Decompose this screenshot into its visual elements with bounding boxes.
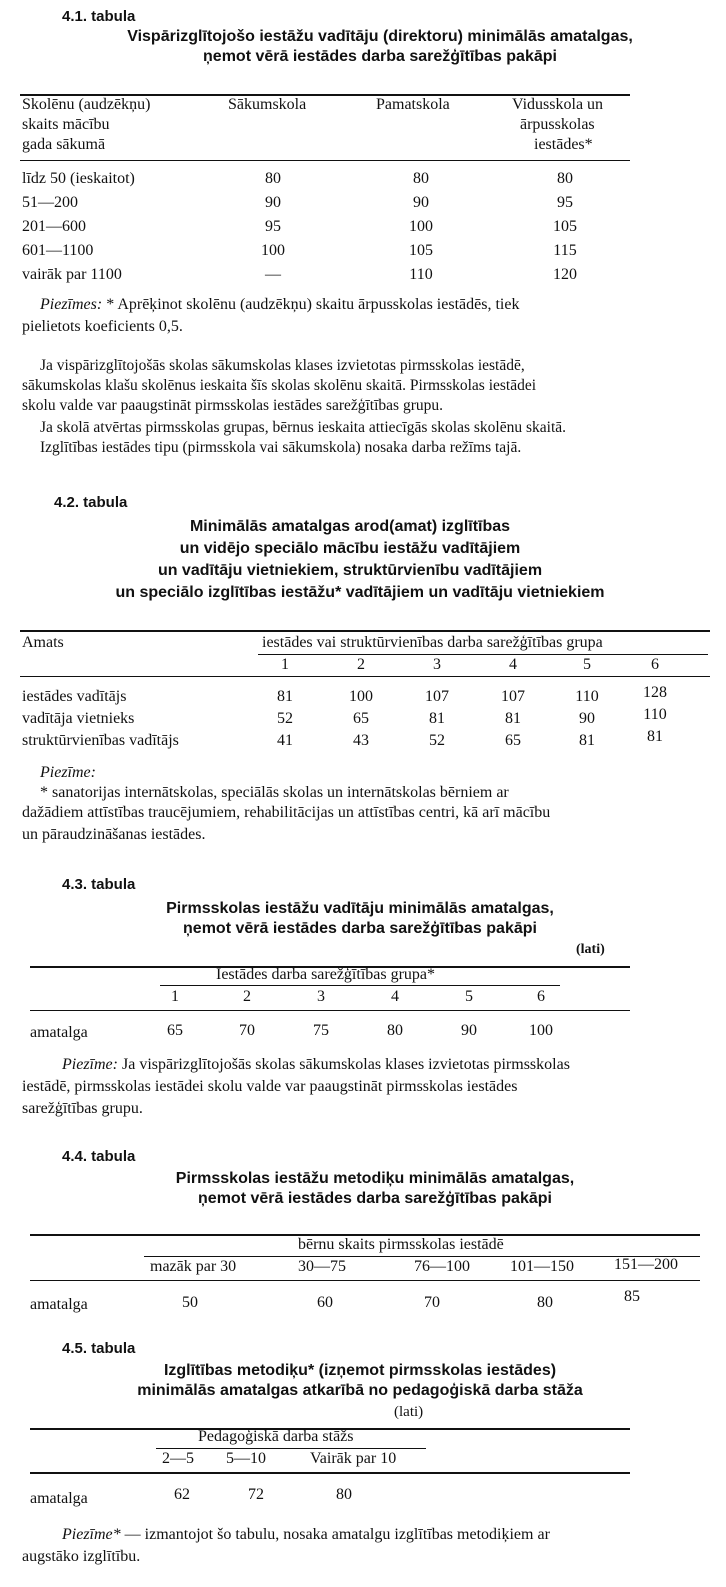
table-cell: 90 bbox=[461, 1022, 477, 1039]
paragraph: Ja vispārizglītojošās skolas sākumskolas klases izvietotas pirmsskolas iestādē, bbox=[40, 357, 525, 374]
row-label: amatalga bbox=[30, 1490, 88, 1507]
table-cell: 65 bbox=[353, 710, 369, 727]
note-text: pielietots koeficients 0,5. bbox=[22, 318, 183, 335]
table-cell: 65 bbox=[167, 1022, 183, 1039]
table-cell: 41 bbox=[277, 732, 293, 749]
column-header-group: Pedagoģiskā darba stāžs bbox=[198, 1428, 354, 1445]
column-header: Vairāk par 10 bbox=[310, 1450, 397, 1467]
table-cell: 75 bbox=[313, 1022, 329, 1039]
column-header: 3 bbox=[317, 988, 325, 1005]
note-label: Piezīme: bbox=[62, 1056, 118, 1073]
table-caption: 4.2. tabula bbox=[54, 494, 128, 511]
table-cell: 80 bbox=[557, 170, 573, 187]
table-rule bbox=[30, 1280, 700, 1281]
column-header: gada sākumā bbox=[22, 136, 106, 153]
table-rule bbox=[30, 1472, 630, 1474]
column-header: 2 bbox=[357, 656, 365, 673]
table-cell: 52 bbox=[429, 732, 445, 749]
note-text: Ja vispārizglītojošās skolas sākumskolas klases izvietotas pirmsskolas bbox=[121, 1056, 570, 1073]
column-header: 151—200 bbox=[614, 1256, 678, 1273]
row-label: 601—1100 bbox=[22, 242, 94, 259]
table-rule bbox=[160, 985, 560, 986]
table-cell: 80 bbox=[336, 1486, 352, 1503]
table-cell: 95 bbox=[557, 194, 573, 211]
column-header-group: bērnu skaits pirmsskolas iestādē bbox=[298, 1236, 504, 1253]
column-header: 30—75 bbox=[298, 1258, 346, 1275]
row-label: 51—200 bbox=[22, 194, 78, 211]
table-title: Izglītības metodiķu* (izņemot pirmsskolas iestādes) bbox=[163, 1362, 557, 1379]
column-header: 5 bbox=[465, 988, 473, 1005]
table-cell: 43 bbox=[353, 732, 369, 749]
note-label: Piezīmes: bbox=[40, 296, 103, 313]
table-note bbox=[62, 1056, 570, 1074]
table-title: ņemot vērā iestādes darba sarežģītības pakāpi bbox=[198, 1190, 552, 1207]
column-header: ārpusskolas bbox=[520, 116, 595, 133]
table-cell: 81 bbox=[277, 688, 293, 705]
table-cell: 90 bbox=[579, 710, 595, 727]
table-cell: 90 bbox=[413, 194, 429, 211]
table-cell: 60 bbox=[317, 1294, 333, 1311]
table-rule bbox=[20, 676, 710, 677]
table-title: Pirmsskolas iestāžu vadītāju minimālās amatalgas, bbox=[166, 900, 554, 917]
note-label: Piezīme* bbox=[62, 1526, 121, 1543]
note-text: sarežģītības grupu. bbox=[22, 1100, 143, 1117]
row-label: līdz 50 (ieskaitot) bbox=[22, 170, 135, 187]
unit-label: (lati) bbox=[394, 1404, 424, 1420]
column-header: 1 bbox=[281, 656, 289, 673]
row-label: amatalga bbox=[30, 1296, 88, 1313]
table-title: Pirmsskolas iestāžu metodiķu minimālās amatalgas, bbox=[175, 1170, 575, 1187]
column-header-group: iestādes vai struktūrvienības darba sarežģītības grupa bbox=[262, 634, 603, 651]
table-cell: 81 bbox=[505, 710, 521, 727]
table-title: ņemot vērā iestādes darba sarežģītības pakāpi bbox=[183, 920, 537, 937]
table-cell: 70 bbox=[424, 1294, 440, 1311]
table-rule bbox=[30, 1010, 630, 1011]
table-cell: 81 bbox=[647, 728, 663, 745]
column-header: 6 bbox=[537, 988, 545, 1005]
row-label: struktūrvienības vadītājs bbox=[22, 732, 179, 749]
table-cell: 107 bbox=[501, 688, 525, 705]
table-cell: 105 bbox=[553, 218, 577, 235]
table-title: Minimālās amatalgas arod(amat) izglītības bbox=[189, 518, 511, 535]
column-header: Sākumskola bbox=[228, 96, 307, 113]
table-cell: 80 bbox=[387, 1022, 403, 1039]
paragraph: Izglītības iestādes tipu (pirmsskola vai sākumskola) nosaka darba režīms tajā. bbox=[40, 439, 522, 456]
column-header: 2—5 bbox=[162, 1450, 194, 1467]
paragraph: skolu valde var paaugstināt pirmsskolas iestādes sarežģītības grupu. bbox=[22, 397, 443, 414]
table-title: Vispārizglītojošo iestāžu vadītāju (direktoru) minimālās amatalgas, bbox=[127, 28, 633, 45]
paragraph: sākumskolas klašu skolēnus ieskaita šīs skolas skolēnu skaitā. Pirmsskolas iestādei bbox=[22, 377, 537, 394]
column-header: 1 bbox=[171, 988, 179, 1005]
column-header: 5—10 bbox=[226, 1450, 266, 1467]
table-cell: 100 bbox=[409, 218, 433, 235]
table-cell: 100 bbox=[261, 242, 285, 259]
table-cell: 80 bbox=[537, 1294, 553, 1311]
table-cell: 80 bbox=[265, 170, 281, 187]
column-header: 4 bbox=[509, 656, 517, 673]
table-cell: — bbox=[265, 266, 281, 283]
table-cell: 115 bbox=[553, 242, 577, 259]
row-label: amatalga bbox=[30, 1024, 88, 1041]
table-title: un vadītāju vietniekiem, struktūrvienību vadītājiem bbox=[157, 562, 543, 579]
column-header-group: Iestādes darba sarežģītības grupa* bbox=[216, 966, 436, 983]
column-header: 4 bbox=[391, 988, 399, 1005]
table-title: minimālās amatalgas atkarībā no pedagoģiskā darba stāža bbox=[137, 1382, 583, 1399]
row-label: vadītāja vietnieks bbox=[22, 710, 135, 727]
unit-label: (lati) bbox=[576, 942, 605, 957]
column-header: 101—150 bbox=[510, 1258, 574, 1275]
table-cell: 81 bbox=[429, 710, 445, 727]
column-header: 5 bbox=[583, 656, 591, 673]
table-cell: 110 bbox=[409, 266, 433, 283]
table-title: un speciālo izglītības iestāžu* vadītājiem un vadītāju vietniekiem bbox=[115, 584, 605, 601]
paragraph: Ja skolā atvērtas pirmsskolas grupas, bērnus ieskaita attiecīgās skolas skolēnu skaitā. bbox=[40, 419, 567, 436]
table-note bbox=[40, 296, 519, 314]
table-rule bbox=[156, 1448, 426, 1449]
table-cell: 100 bbox=[349, 688, 373, 705]
column-header: mazāk par 30 bbox=[150, 1258, 237, 1275]
table-caption: 4.1. tabula bbox=[62, 8, 136, 25]
table-caption: 4.4. tabula bbox=[62, 1148, 136, 1165]
table-cell: 65 bbox=[505, 732, 521, 749]
column-header: 76—100 bbox=[414, 1258, 470, 1275]
table-cell: 107 bbox=[425, 688, 449, 705]
note-text: iestādē, pirmsskolas iestādei skolu valde var paaugstināt pirmsskolas iestādes bbox=[22, 1078, 518, 1095]
note-text: augstāko izglītību. bbox=[22, 1548, 141, 1565]
table-caption: 4.3. tabula bbox=[62, 876, 136, 893]
column-header: 6 bbox=[651, 656, 659, 673]
column-header: Skolēnu (audzēkņu) bbox=[22, 96, 151, 113]
table-cell: 80 bbox=[413, 170, 429, 187]
table-cell: 110 bbox=[575, 688, 599, 705]
table-cell: 90 bbox=[265, 194, 281, 211]
table-rule bbox=[20, 160, 630, 161]
column-header: Pamatskola bbox=[376, 96, 450, 113]
table-cell: 95 bbox=[265, 218, 281, 235]
row-label: 201—600 bbox=[22, 218, 86, 235]
note-label: Piezīme: bbox=[40, 764, 96, 781]
note-text: * sanatorijas internātskolas, speciālās skolas un internātskolas bērniem ar bbox=[40, 784, 509, 801]
note-text: dažādiem attīstības traucējumiem, rehabilitācijas un attīstības centri, kā arī mācību bbox=[22, 804, 551, 821]
note-text: — izmantojot šo tabulu, nosaka amatalgu izglītības metodiķiem ar bbox=[120, 1526, 550, 1543]
table-cell: 128 bbox=[643, 684, 667, 701]
row-label: iestādes vadītājs bbox=[22, 688, 127, 705]
column-header: 3 bbox=[433, 656, 441, 673]
table-caption: 4.5. tabula bbox=[62, 1340, 136, 1357]
column-header: Vidusskola un bbox=[512, 96, 604, 113]
table-cell: 70 bbox=[239, 1022, 255, 1039]
table-cell: 81 bbox=[579, 732, 595, 749]
table-title: un vidējo speciālo mācību iestāžu vadītājiem bbox=[179, 540, 521, 557]
table-cell: 120 bbox=[553, 266, 577, 283]
table-cell: 100 bbox=[529, 1022, 553, 1039]
table-cell: 62 bbox=[174, 1486, 190, 1503]
row-label: vairāk par 1100 bbox=[22, 266, 122, 283]
table-rule bbox=[258, 654, 708, 655]
table-note bbox=[62, 1526, 550, 1544]
table-cell: 105 bbox=[409, 242, 433, 259]
table-cell: 50 bbox=[182, 1294, 198, 1311]
table-title: ņemot vērā iestādes darba sarežģītības pakāpi bbox=[203, 48, 557, 65]
column-header: Amats bbox=[22, 634, 64, 651]
table-cell: 85 bbox=[624, 1288, 640, 1305]
table-cell: 72 bbox=[248, 1486, 264, 1503]
column-header: 2 bbox=[243, 988, 251, 1005]
column-header: iestādes* bbox=[534, 136, 593, 153]
note-text: * Aprēķinot skolēnu (audzēkņu) skaitu ārpusskolas iestādēs, tiek bbox=[106, 296, 520, 313]
note-text: un pāraudzināšanas iestādes. bbox=[22, 826, 206, 843]
table-rule bbox=[20, 630, 710, 632]
table-cell: 52 bbox=[277, 710, 293, 727]
column-header: skaits mācību bbox=[22, 116, 110, 133]
table-cell: 110 bbox=[643, 706, 667, 723]
